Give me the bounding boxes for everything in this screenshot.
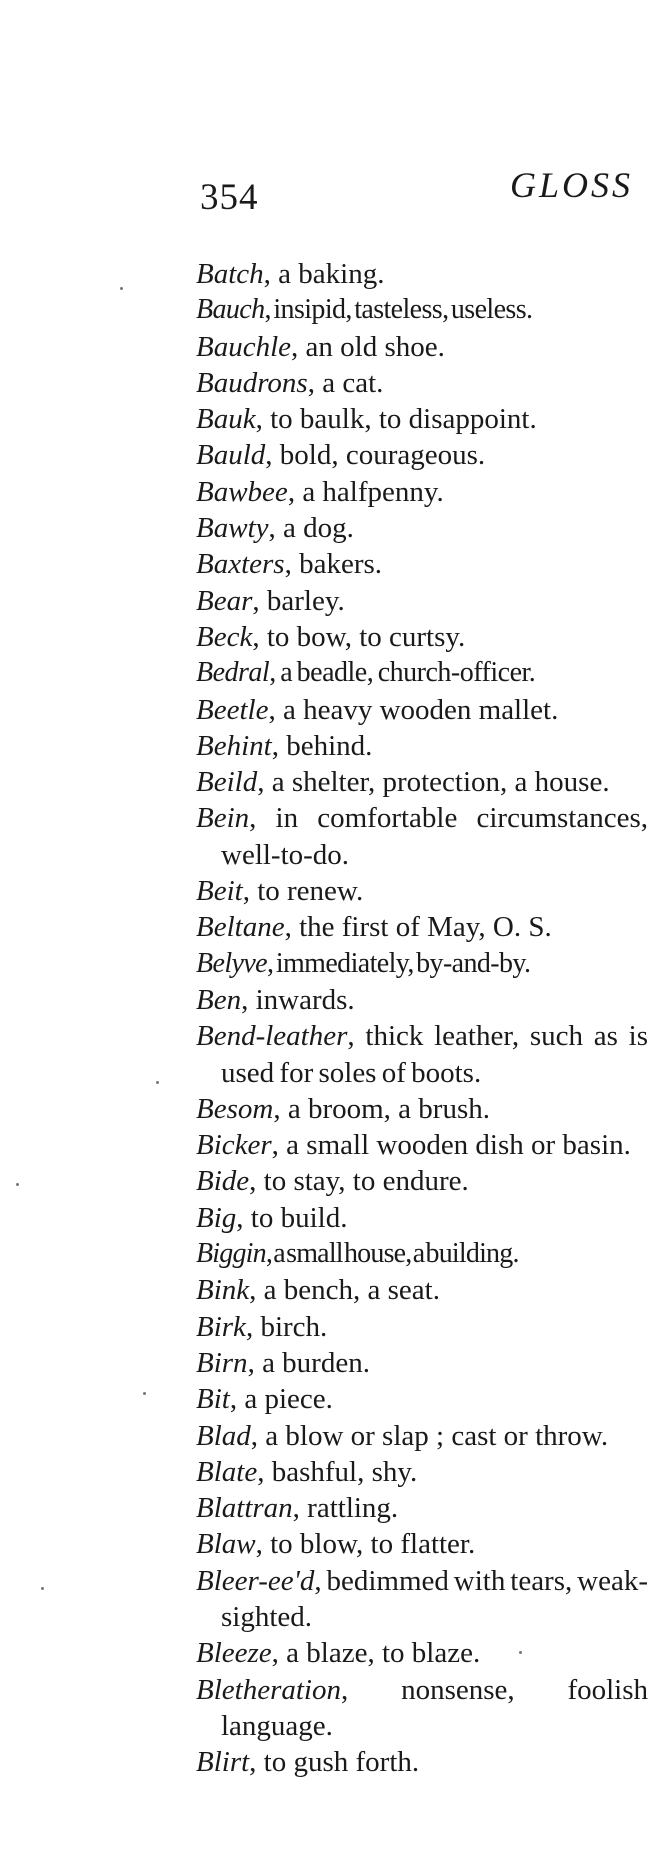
definition: to stay, to endure. [263, 1165, 469, 1198]
glossary-list [196, 256, 648, 1780]
definition: insipid, tasteless, useless. [273, 294, 533, 326]
glossary-entry: Bit, a piece. [196, 1383, 333, 1416]
headword: Behint [196, 729, 272, 762]
definition: to renew. [257, 875, 364, 908]
definition: a beadle, church-officer. [280, 657, 536, 689]
scan-speck [156, 1081, 159, 1084]
glossary-entry: Bauchle, an old shoe. [196, 330, 445, 363]
definition: a broom, a brush. [287, 1092, 490, 1125]
headword: Blaw [196, 1528, 256, 1561]
glossary-entry: Bletheration, nonsense, foolish language. [196, 1673, 649, 1742]
glossary-entry: Blirt, to gush forth. [196, 1746, 420, 1779]
definition: immediately, by-and-by. [275, 947, 531, 979]
headword: Beild [196, 766, 258, 799]
glossary-entry: Biggin, a small house, a building. [196, 1238, 519, 1270]
definition: behind. [286, 729, 373, 762]
glossary-entry: Bink, a bench, a seat. [196, 1274, 440, 1307]
definition: bedimmed with tears, weak-sighted. [221, 1564, 648, 1633]
headword: Bide [196, 1165, 250, 1198]
definition: to baulk, to disappoint. [270, 403, 537, 436]
glossary-entry: Bawty, a dog. [196, 512, 354, 545]
definition: bold, courageous. [279, 439, 486, 472]
glossary-entry: Bauld, bold, courageous. [196, 439, 486, 472]
glossary-entry: Bein, in comfortable circumstances, well-to-do. [196, 802, 648, 871]
headword: Blattran [196, 1492, 293, 1525]
headword: Beltane [196, 911, 285, 944]
glossary-entry: Blad, a blow or slap ; cast or throw. [196, 1419, 609, 1452]
headword: Bedral [196, 657, 270, 689]
glossary-entry: Baudrons, a cat. [196, 366, 384, 399]
definition: in comfortable circumstances, well-to-do. [221, 802, 648, 871]
headword: Birk [196, 1310, 246, 1343]
definition: bakers. [299, 548, 383, 581]
glossary-entry: Blaw, to blow, to flatter. [196, 1528, 476, 1561]
definition: a baking. [278, 258, 385, 290]
definition: a small wooden dish or basin. [286, 1129, 631, 1162]
definition: inwards. [255, 983, 355, 1016]
headword: Bleeze [196, 1637, 272, 1670]
definition: a blow or slap ; cast or throw. [265, 1419, 609, 1452]
headword: Bleer-ee'd [196, 1564, 315, 1597]
headword: Bear [196, 584, 253, 617]
glossary-entry: Beit, to renew. [196, 875, 364, 908]
headword: Batch [196, 258, 264, 290]
scan-speck [41, 1587, 44, 1590]
headword: Besom [196, 1092, 274, 1125]
headword: Biggin [196, 1238, 266, 1270]
definition: a halfpenny. [302, 475, 444, 508]
glossary-entry: Bedral, a beadle, church-officer. [196, 657, 536, 689]
definition: rattling. [307, 1492, 399, 1525]
headword: Bicker [196, 1129, 272, 1162]
definition: a blaze, to blaze. [286, 1637, 481, 1670]
glossary-entry: Bauk, to baulk, to disappoint. [196, 403, 537, 436]
definition: to build. [250, 1201, 348, 1234]
glossary-entry: Batch, a baking. [196, 258, 385, 290]
headword: Bauchle [196, 330, 292, 363]
headword: Bein [196, 802, 250, 835]
scan-speck [120, 287, 123, 290]
headword: Bauk [196, 403, 256, 436]
headword: Bauld [196, 439, 266, 472]
glossary-entry: Bleer-ee'd, bedimmed with tears, weak-sighted. [196, 1564, 648, 1633]
scan-speck [16, 1183, 19, 1186]
headword: Ben [196, 983, 242, 1016]
scan-speck [143, 1392, 146, 1395]
headword: Baxters [196, 548, 285, 581]
headword: Bawty [196, 512, 269, 545]
definition: a shelter, protection, a house. [271, 766, 610, 799]
glossary-entry: Bear, barley. [196, 584, 345, 617]
glossary-entry: Bleeze, a blaze, to blaze. [196, 1637, 481, 1670]
glossary-entry: Ben, inwards. [196, 983, 355, 1016]
headword: Birn [196, 1346, 248, 1379]
glossary-entry: Behint, behind. [196, 729, 373, 762]
headword: Bawbee [196, 475, 288, 508]
headword: Bit [196, 1383, 230, 1416]
definition: a cat. [322, 366, 384, 399]
headword: Bend-leather [196, 1020, 348, 1053]
definition: thick leather, such as is used for soles of boots. [221, 1020, 648, 1089]
definition: to bow, to curtsy. [266, 620, 466, 653]
definition: a heavy wooden mallet. [282, 693, 559, 726]
headword: Bauch [196, 294, 265, 326]
headword: Bletheration [196, 1673, 341, 1706]
glossary-entry: Baxters, bakers. [196, 548, 383, 581]
headword: Blate [196, 1455, 258, 1488]
glossary-entry: Beck, to bow, to curtsy. [196, 620, 466, 653]
headword: Baudrons [196, 366, 308, 399]
headword: Beetle [196, 693, 269, 726]
glossary-entry: Big, to build. [196, 1201, 348, 1234]
headword: Beck [196, 620, 253, 653]
definition: barley. [266, 584, 345, 617]
glossary-entry: Besom, a broom, a brush. [196, 1092, 490, 1125]
glossary-entry: Birn, a burden. [196, 1346, 370, 1379]
definition: a dog. [283, 512, 354, 545]
headword: Blad [196, 1419, 251, 1452]
definition: bashful, shy. [271, 1455, 418, 1488]
glossary-entry: Belyve, immediately, by-and-by. [196, 947, 531, 979]
definition: a burden. [262, 1346, 370, 1379]
glossary-entry: Blate, bashful, shy. [196, 1455, 418, 1488]
definition: to blow, to flatter. [270, 1528, 476, 1561]
headword: Big [196, 1201, 237, 1234]
definition: a bench, a seat. [263, 1274, 440, 1307]
headword: Blirt [196, 1746, 250, 1779]
glossary-entry: Bawbee, a halfpenny. [196, 475, 444, 508]
definition: birch. [260, 1310, 328, 1343]
glossary-entry: Beetle, a heavy wooden mallet. [196, 693, 559, 726]
definition: the first of May, O. S. [299, 911, 552, 944]
glossary-entry: Beltane, the first of May, O. S. [196, 911, 552, 944]
headword: Bink [196, 1274, 250, 1307]
definition: nonsense, foolish language. [221, 1673, 649, 1742]
glossary-entry: Bend-leather, thick leather, such as is used for soles of boots. [196, 1020, 648, 1089]
page-number: 354 [200, 177, 259, 218]
glossary-entry: Bide, to stay, to endure. [196, 1165, 469, 1198]
glossary-entry: Bauch, insipid, tasteless, useless. [196, 294, 533, 326]
headword: Belyve [196, 947, 267, 979]
definition: a piece. [244, 1383, 333, 1416]
running-head: GLOSS [510, 165, 634, 205]
glossary-entry: Blattran, rattling. [196, 1492, 399, 1525]
definition: to gush forth. [263, 1746, 420, 1779]
definition: an old shoe. [305, 330, 445, 363]
glossary-entry: Birk, birch. [196, 1310, 328, 1343]
glossary-entry: Beild, a shelter, protection, a house. [196, 766, 610, 799]
scan-speck [519, 1651, 522, 1654]
headword: Beit [196, 875, 243, 908]
definition: a small house, a building. [273, 1238, 519, 1270]
glossary-entry: Bicker, a small wooden dish or basin. [196, 1129, 631, 1162]
